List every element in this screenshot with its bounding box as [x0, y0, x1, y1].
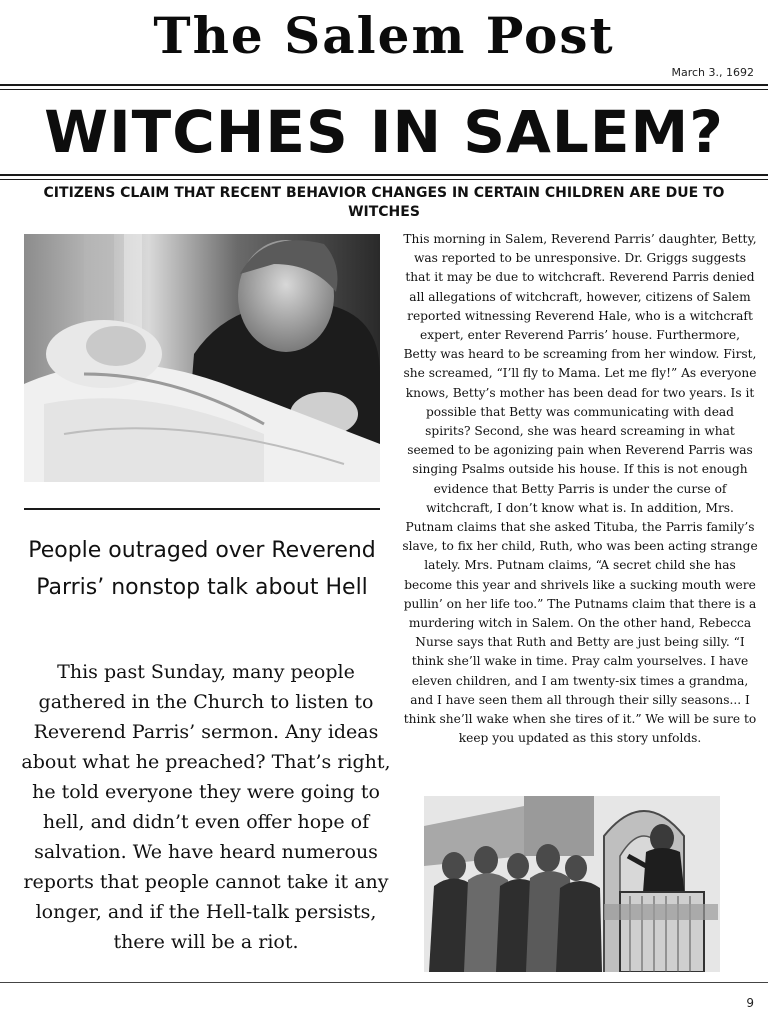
- headline-rule-top: [0, 174, 768, 176]
- headline: WITCHES IN SALEM?: [44, 98, 724, 166]
- footer-rule: [0, 982, 768, 983]
- column-divider: [24, 508, 380, 510]
- headline-rule-thin: [0, 179, 768, 180]
- issue-date: March 3., 1692: [671, 66, 754, 79]
- side-headline: People outraged over Reverend Parris’ nonstop talk about Hell: [28, 538, 376, 600]
- masthead-rule-top: [0, 84, 768, 86]
- sermon-engraving: [424, 796, 720, 972]
- masthead-title: The Salem Post: [153, 6, 615, 65]
- side-article-body: This past Sunday, many people gathered in the Church to listen to Reverend Parris’ sermon. Any ideas about what he preached? That’s right, he told everyone they were going to hell, and didn’t even offer hope of salvation. We have heard numerous reports that people cannot take it any longer, and if the Hell-talk persists, there will be a riot.: [21, 661, 391, 953]
- bedside-photo: [24, 234, 380, 482]
- main-article-body: This morning in Salem, Reverend Parris’ daughter, Betty, was reported to be unresponsive. Dr. Griggs suggests that it may be due to witchcraft. Reverend Parris denied all allegations of witchcraft, however, citizens of Salem reported witnessing Reverend Hale, who is a witchcraft expert, enter Reverend Parris’ house. Furthermore, Betty was heard to be screaming from her window. First, she screamed, “I’ll fly to Mama. Let me fly!” As everyone knows, Betty’s mother has been dead for two years. Is it possible that Betty was communicating with dead spirits? Second, she was heard screaming in what seemed to be agonizing pain when Reverend Parris was singing Psalms outside his house. If this is not enough evidence that Betty Parris is under the curse of witchcraft, I don’t know what is. In addition, Mrs. Putnam claims that she asked Tituba, the Parris family’s slave, to fix her child, Ruth, who was been acting strange lately. Mrs. Putnam claims, “A secret child she has become this year and shrivels like a sucking mouth were pullin’ on her life too.” The Putnams claim that there is a murdering witch in Salem. On the other hand, Rebecca Nurse says that Ruth and Betty are just being silly. “I think she’ll wake in time. Pray calm yourselves. I have eleven children, and I am twenty-six times a grandma, and I have seen them all through their silly seasons... I think she’ll wake when she tires of it.” We will be sure to keep you updated as this story unfolds.: [402, 232, 758, 746]
- subheadline: CITIZENS CLAIM THAT RECENT BEHAVIOR CHANGES IN CERTAIN CHILDREN ARE DUE TO WITCHES: [43, 185, 725, 220]
- page-number: 9: [746, 996, 754, 1010]
- masthead-rule-thin: [0, 89, 768, 90]
